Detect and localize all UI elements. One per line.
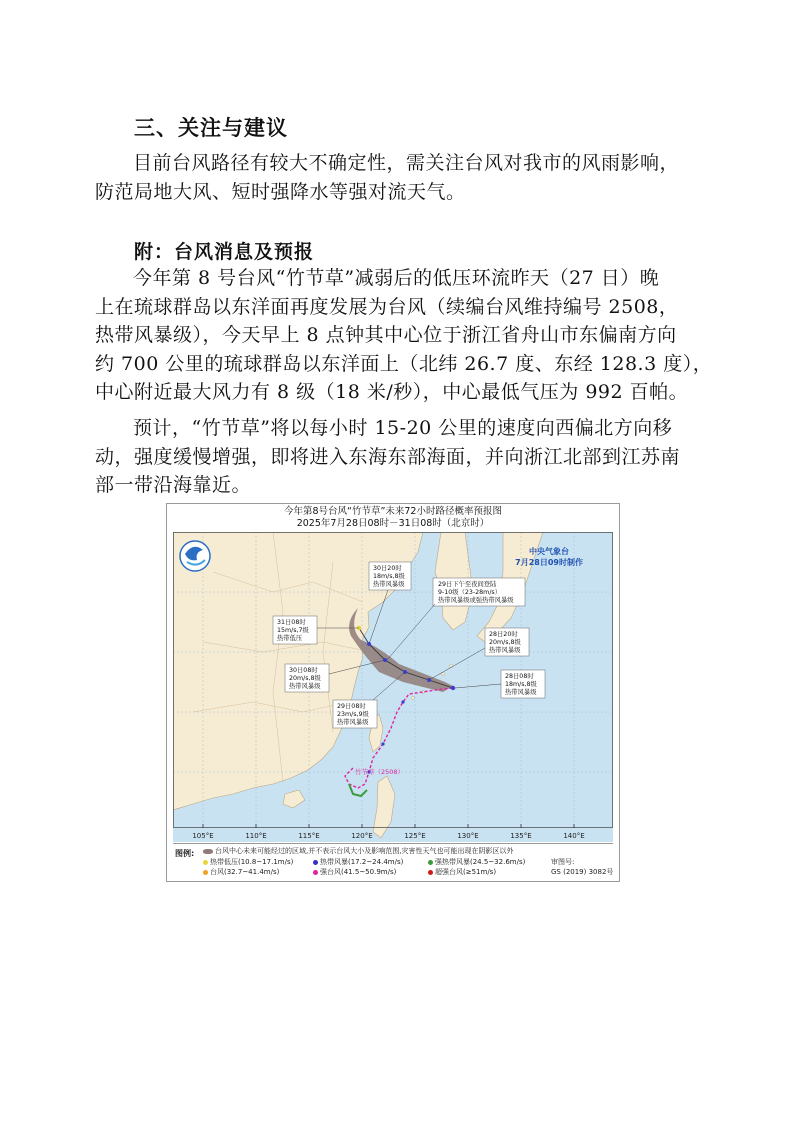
svg-text:15m/s,7级: 15m/s,7级 xyxy=(277,627,309,634)
ty-dot-icon xyxy=(203,870,208,875)
lon-tick-130: 130°E xyxy=(457,832,479,840)
review-label: 审图号: xyxy=(551,858,575,866)
svg-text:热带风暴级: 热带风暴级 xyxy=(373,581,405,588)
svg-text:热带风暴级或强热带风暴级: 热带风暴级或强热带风暴级 xyxy=(438,597,514,604)
legend-item-ty-text: 台风(32.7~41.4m/s) xyxy=(210,868,280,876)
typhoon-forecast-map xyxy=(166,503,620,882)
lon-tick-140: 140°E xyxy=(563,832,585,840)
svg-text:9-10级（23-28m/s）: 9-10级（23-28m/s） xyxy=(438,589,502,596)
svg-text:29日08时: 29日08时 xyxy=(337,703,366,710)
legend-item-ty xyxy=(203,867,279,877)
legend-item-td xyxy=(203,857,293,867)
svg-text:20m/s,8级: 20m/s,8级 xyxy=(289,675,321,682)
appendix-paragraph-1 xyxy=(95,264,713,407)
svg-text:28日08时: 28日08时 xyxy=(505,673,534,680)
legend-item-sty xyxy=(313,867,396,877)
lon-tick-115: 115°E xyxy=(298,832,320,840)
issuer-label: 中央气象台 xyxy=(529,547,569,556)
map-title-line-1: 今年第8号台风“竹节草”未来72小时路径概率预报图 xyxy=(284,506,502,517)
section-paragraph xyxy=(95,149,700,206)
lon-tick-120: 120°E xyxy=(351,832,373,840)
section-heading: 三、关注与建议 xyxy=(134,116,288,140)
review-number: GS (2019) 3082号 xyxy=(551,868,614,876)
legend-title: 图例: xyxy=(175,849,195,858)
appendix-heading: 附：台风消息及预报 xyxy=(134,241,315,263)
map-title xyxy=(167,506,619,530)
lon-tick-125: 125°E xyxy=(404,832,426,840)
svg-text:热带风暴级: 热带风暴级 xyxy=(337,719,369,726)
typhoon-name-label: 竹节草（2508） xyxy=(355,768,405,776)
td-dot-icon xyxy=(203,860,208,865)
cone-swatch-icon xyxy=(203,849,213,854)
para2-line-1: 预计，“竹节草”将以每小时 15-20 公里的速度向西偏北方向移 xyxy=(133,417,673,439)
svg-text:30日20时: 30日20时 xyxy=(373,565,402,572)
para2-line-2: 动，强度缓慢增强，即将进入东海东部海面，并向浙江北部到江苏南 xyxy=(95,445,681,468)
legend-item-td-text: 热带低压(10.8~17.1m/s) xyxy=(210,858,294,866)
svg-text:18m/s,8级: 18m/s,8级 xyxy=(505,681,537,688)
svg-text:23m/s,9级: 23m/s,9级 xyxy=(337,711,369,718)
para2-line-3: 部一带沿海靠近。 xyxy=(95,474,252,496)
svg-text:20m/s,8级: 20m/s,8级 xyxy=(489,639,521,646)
legend-item-sts xyxy=(428,857,525,867)
svg-text:28日20时: 28日20时 xyxy=(489,631,518,638)
appendix-paragraph-2 xyxy=(95,414,700,500)
svg-text:18m/s,8级: 18m/s,8级 xyxy=(373,573,405,580)
legend-item-supty xyxy=(428,867,496,877)
legend-item-sts-text: 强热带风暴(24.5~32.6m/s) xyxy=(435,858,526,866)
map-legend xyxy=(173,843,613,880)
ts-dot-icon xyxy=(313,860,318,865)
sty-dot-icon xyxy=(313,870,318,875)
para1-line-1: 今年第 8 号台风“竹节草”减弱后的低压环流昨天（27 日）晚 xyxy=(133,267,660,289)
svg-text:31日08时: 31日08时 xyxy=(277,619,306,626)
supty-dot-icon xyxy=(428,870,433,875)
svg-text:热带低压: 热带低压 xyxy=(277,635,303,642)
para1-line-4: 约 700 公里的琉球群岛以东洋面上（北纬 26.7 度、东经 128.3 度）， xyxy=(95,352,713,375)
legend-cone-text: 台风中心未来可能经过的区域,并不表示台风大小及影响范围,灾害性天气也可能出现在阴影区以外 xyxy=(215,847,514,855)
sts-dot-icon xyxy=(428,860,433,865)
issued-time: 7月28日09时制作 xyxy=(515,558,583,567)
section-line-2: 防范局地大风、短时强降水等强对流天气。 xyxy=(95,180,466,203)
lon-tick-135: 135°E xyxy=(510,832,532,840)
svg-text:30日08时: 30日08时 xyxy=(289,667,318,674)
section-line-1: 目前台风路径有较大不确定性，需关注台风对我市的风雨影响， xyxy=(133,152,680,174)
legend-item-ts xyxy=(313,857,403,867)
svg-text:热带风暴级: 热带风暴级 xyxy=(489,647,521,654)
legend-item-ts-text: 热带风暴(17.2~24.4m/s) xyxy=(320,858,404,866)
map-canvas xyxy=(173,532,613,842)
legend-cone-note xyxy=(203,846,513,856)
para1-line-5: 中心附近最大风力有 8 级（18 米/秒），中心最低气压为 992 百帕。 xyxy=(95,381,689,403)
svg-text:29日下午至夜间登陆: 29日下午至夜间登陆 xyxy=(438,581,497,588)
svg-text:热带风暴级: 热带风暴级 xyxy=(289,683,321,690)
svg-text:热带风暴级: 热带风暴级 xyxy=(505,689,537,696)
legend-item-supty-text: 超强台风(≥51m/s) xyxy=(435,868,497,876)
legend-item-sty-text: 强台风(41.5~50.9m/s) xyxy=(320,868,397,876)
cma-logo-icon xyxy=(180,541,210,571)
para1-line-2: 上在琉球群岛以东洋面再度发展为台风（续编台风维持编号 2508， xyxy=(95,295,679,318)
map-title-line-2: 2025年7月28日08时－31日08时（北京时） xyxy=(296,518,490,529)
lon-tick-105: 105°E xyxy=(192,832,214,840)
para1-line-3: 热带风暴级），今天早上 8 点钟其中心位于浙江省舟山市东偏南方向 xyxy=(95,324,677,346)
lon-tick-110: 110°E xyxy=(245,832,267,840)
